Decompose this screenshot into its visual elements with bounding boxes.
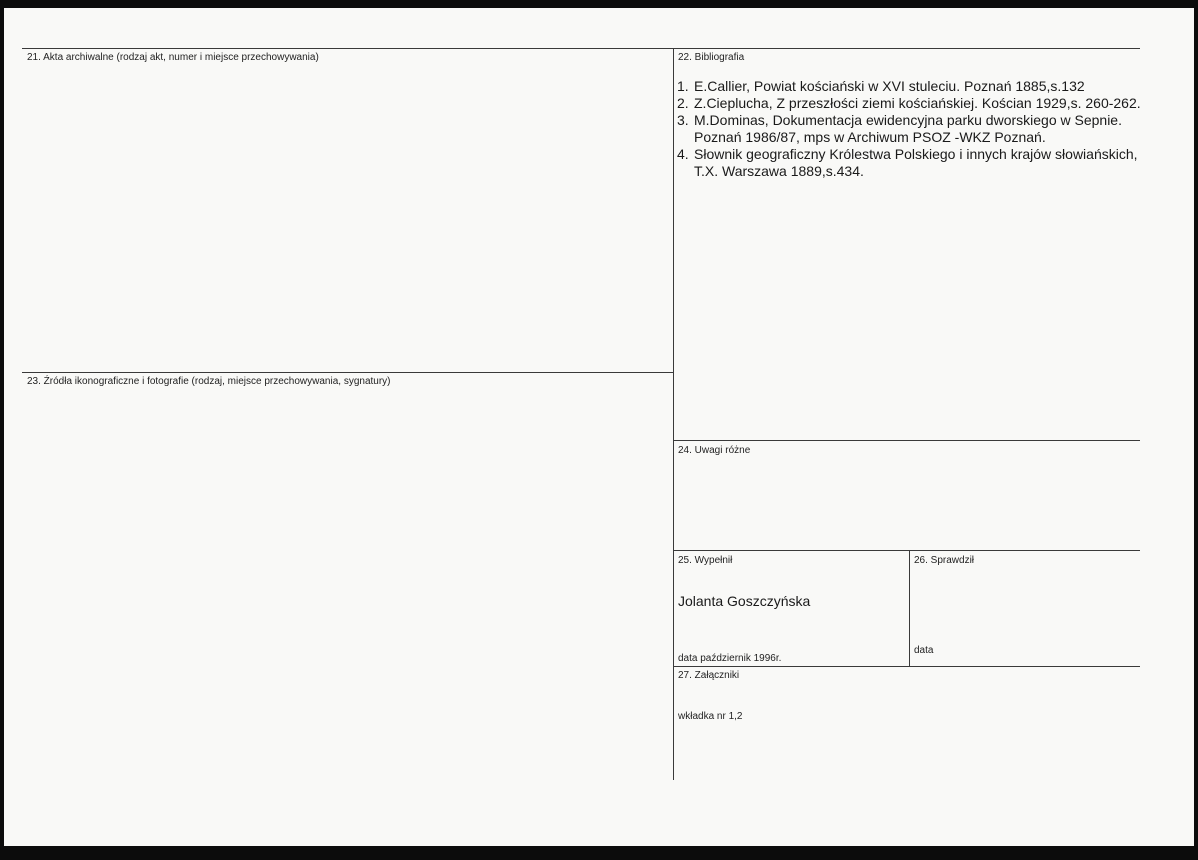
bibliography-item-number: 4.: [677, 146, 689, 162]
section-24-rule: [673, 440, 1140, 441]
attachments-text: wkładka nr 1,2: [678, 711, 743, 722]
section-26-label: 26. Sprawdził: [914, 555, 975, 566]
section-23-label: 23. Źródła ikonograficzne i fotografie (rodzaj, miejsce przechowywania, sygnatury): [27, 376, 391, 387]
section-27-rule: [673, 666, 1140, 667]
section-25-label: 25. Wypełnił: [678, 555, 733, 566]
checked-by-date-label: data: [914, 645, 934, 656]
bibliography-item-number: 3.: [677, 112, 689, 128]
bibliography-item-number: 2.: [677, 95, 689, 111]
section-23-rule: [22, 372, 673, 373]
bibliography-item-text: M.Dominas, Dokumentacja ewidencyjna parku dworskiego w Sepnie. Poznań 1986/87, mps w Archiwum PSOZ -WKZ Poznań.: [694, 112, 1122, 145]
bibliography-item-text: E.Callier, Powiat kościański w XVI stuleciu. Poznań 1885,s.132: [694, 78, 1085, 94]
section-24-label: 24. Uwagi różne: [678, 445, 751, 456]
bibliography-item: [674, 78, 1144, 95]
bibliography-item: [674, 112, 1144, 146]
section-25-rule: [673, 550, 1140, 551]
filled-by-date: data październik 1996r.: [678, 653, 782, 664]
bibliography-item-number: 1.: [677, 78, 689, 94]
bibliography-item: [674, 95, 1144, 112]
bibliography-list: [674, 78, 1144, 180]
bibliography-item: [674, 146, 1144, 180]
section-25-26-divider: [909, 550, 910, 667]
bibliography-item-text: Z.Cieplucha, Z przeszłości ziemi kościańskiej. Kościan 1929,s. 260-262.: [694, 95, 1141, 111]
section-21-label: 21. Akta archiwalne (rodzaj akt, numer i miejsce przechowywania): [27, 52, 319, 63]
top-rule: [22, 48, 1140, 49]
filled-by-name: Jolanta Goszczyńska: [678, 593, 811, 609]
bibliography-item-text: Słownik geograficzny Królestwa Polskiego i innych krajów słowiańskich, T.X. Warszawa 1889,s.434.: [694, 146, 1138, 179]
section-22-label: 22. Bibliografia: [678, 52, 745, 63]
section-27-label: 27. Załączniki: [678, 670, 740, 681]
